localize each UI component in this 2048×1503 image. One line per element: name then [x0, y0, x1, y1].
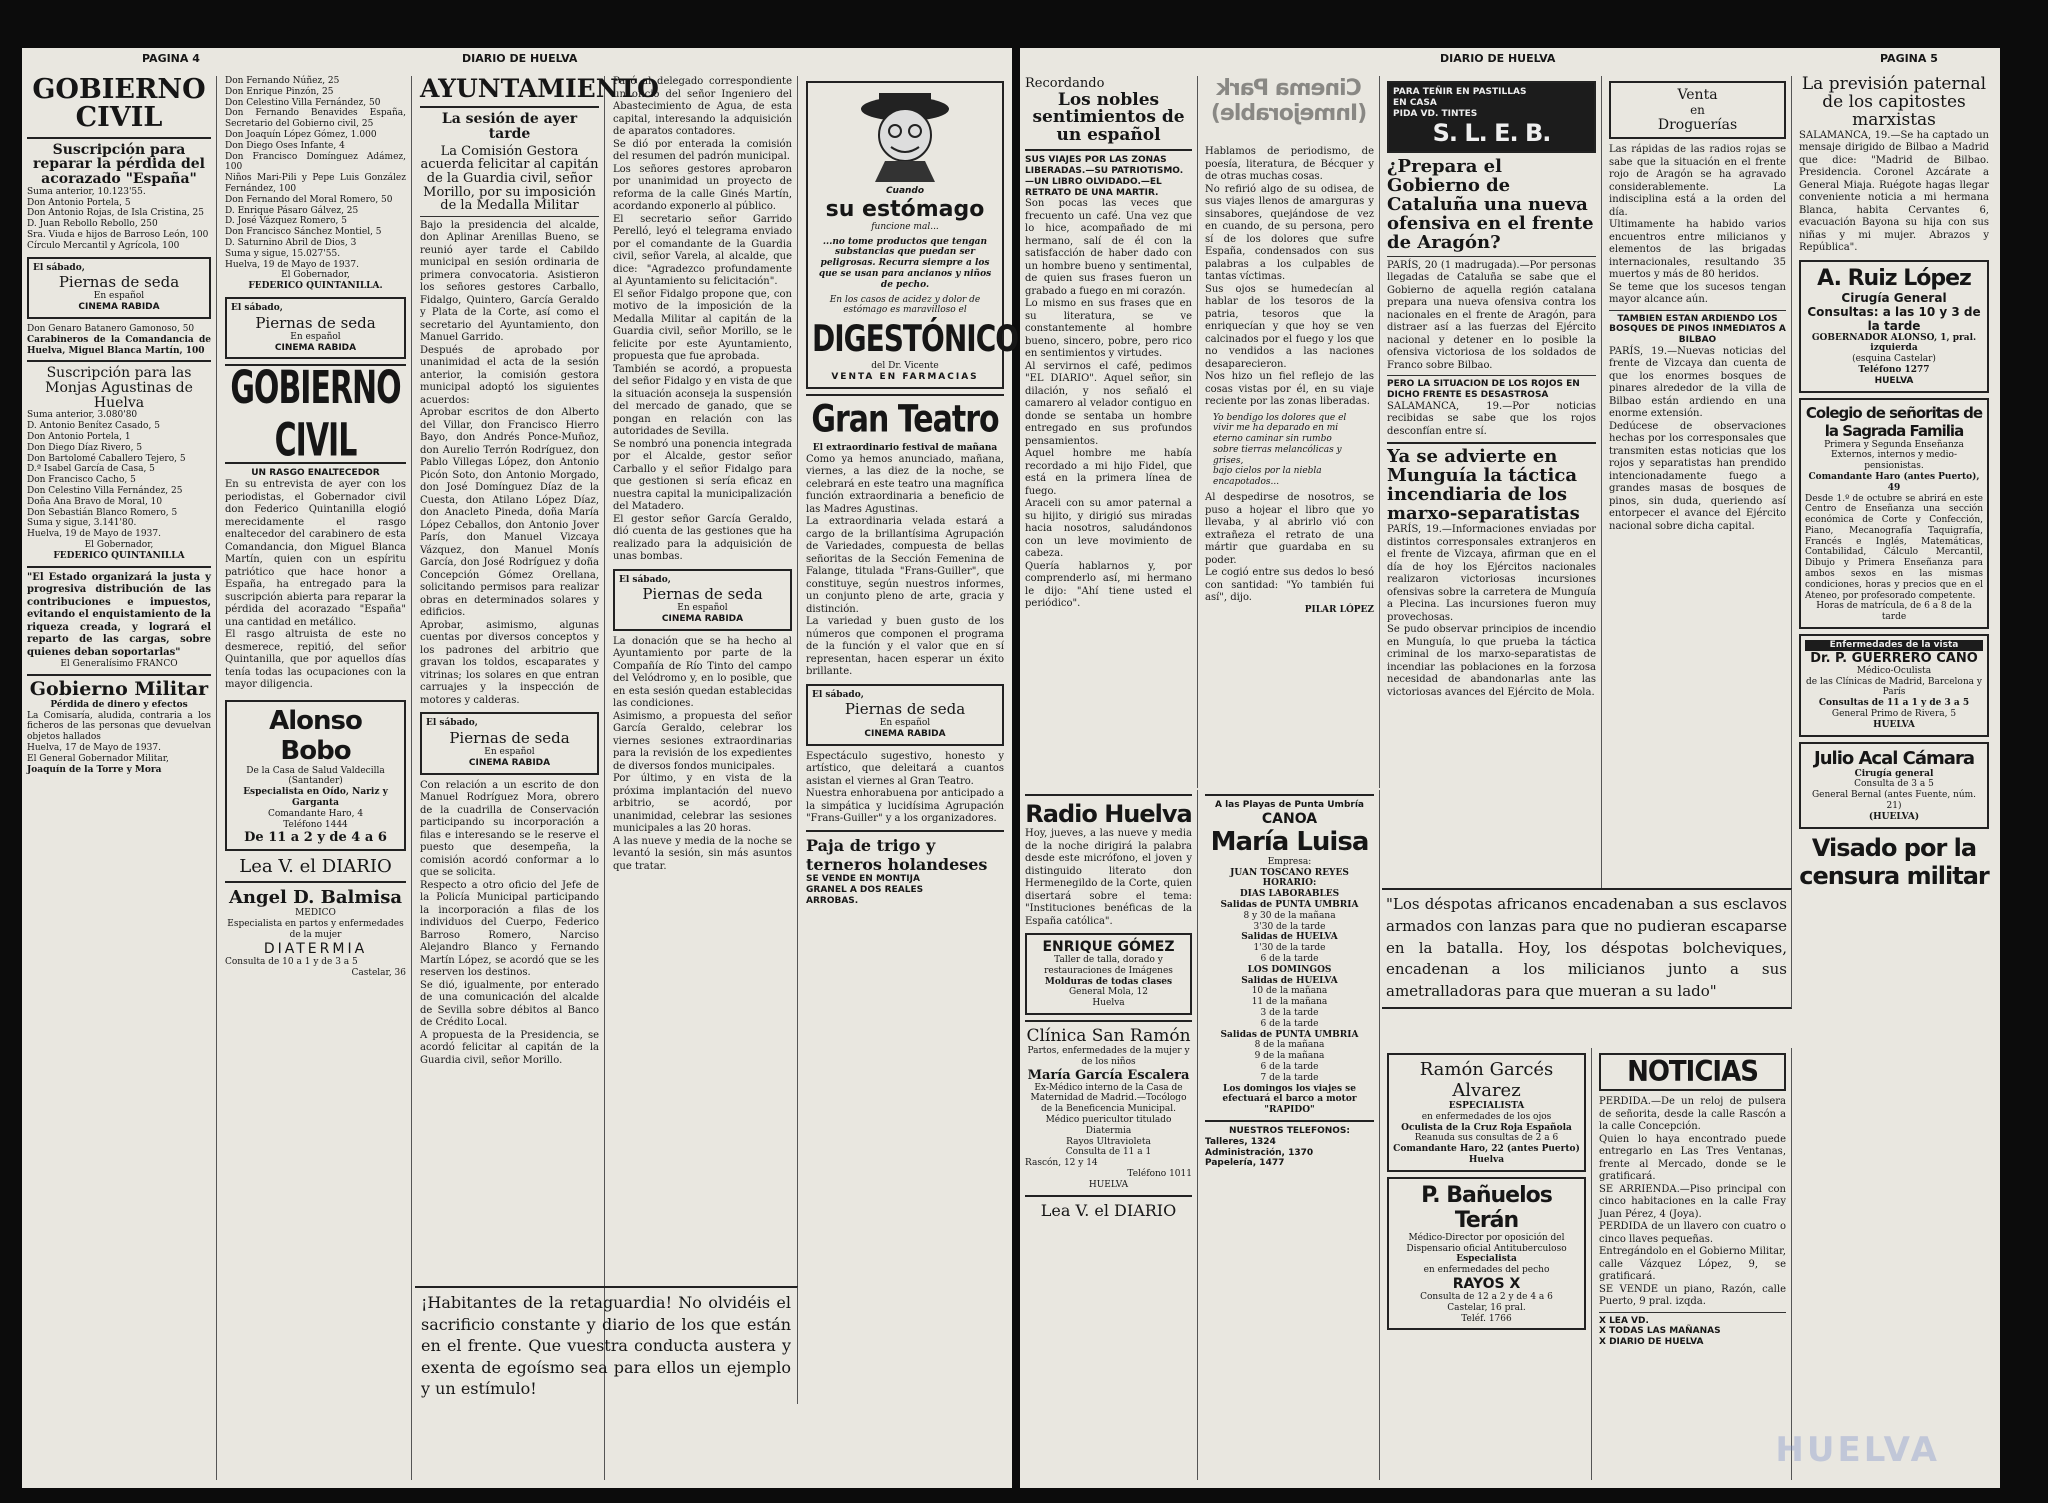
nobles-cont-3: Sus ojos se humedecían al hablar de los tesoros de la patria, tesoros que la enriquecían y que hoy se ven calcinados por el fuego y los que no vendidos a las naciones desaparecieron.: [1205, 283, 1374, 370]
archive-watermark: HUELVA: [1775, 1430, 1940, 1470]
clinica-line-8: Rascón, 12 y 14: [1025, 1158, 1098, 1169]
situacion-rojos-heading: PERO LA SITUACION DE LOS ROJOS EN DICHO FRENTE ES DESASTROSA: [1387, 379, 1580, 401]
left-column-5: [801, 76, 1019, 1480]
sesion-cont-10: Asimismo, a propuesta del señor García Geraldo, celebrar los viernes sesiones extraordinarias para la revisión de los expedientes de diversos fondos municipales.: [613, 710, 792, 772]
sesion-body-1: Bajo la presidencia del alcalde, don Aplinar Arenillas Bueno, se reunió ayer tarde el Cabildo municipal en sesión ordinaria de primera convocatoria. Asistieron los señores gestores Carballo, Fidalgo, Quintero, García Geraldo y Plata de la Corte, así como el secretario del Ayuntamiento, don Manuel Garrido.: [420, 219, 599, 344]
left-page-number: PAGINA 4: [142, 52, 200, 65]
canoa-title: María Luisa: [1210, 826, 1369, 857]
garces-alvarez-ad: Ramón Garcés Alvarez ESPECIALISTA en enfermedades de los ojos Oculista de la Cruz Roja Española Reanuda sus consultas de 2 a 6 Comandante Haro, 22 (antes Puerto) Huelva: [1387, 1053, 1586, 1172]
clinica-line-4: Médico puericultor titulado: [1045, 1114, 1172, 1125]
left-page: [22, 48, 1019, 1488]
nobles-cont-1: Hablamos de periodismo, de poesía, literatura, de Bécquer y de otras muchas cosas.: [1205, 146, 1374, 182]
munguia-body-2: Se pudo observar principios de incendio en Munguía, lo que prueba la táctica criminal de los marxo-separatistas de incendiar las poblaciones en la forzosa necesidad de abandonarlas ante las victoriosas avances del Ejército de Mola.: [1387, 624, 1596, 698]
teatro-body-2: La extraordinaria velada estará a cargo de la brillantísima Agrupación de Variedades, compuesta de bellas señoritas de la Sección Femenina de Falange, titulada "Frans-Guiller", que constituye, según nuestros informes, un conjunto pleno de arte, gracia y distinción.: [806, 516, 1004, 615]
noticia-3: SE ARRIENDA.—Piso principal con cinco habitaciones en la calle Fray Juan Pérez, 4 (Joya).: [1599, 1183, 1786, 1220]
noticias-header: NOTICIAS: [1627, 1055, 1758, 1089]
nobles-cont-5: Al despedirse de nosotros, se puso a hojear el libro que yo llevaba, y al abrirlo vió con extrañeza el retrato de una mártir que guardaba en su poder.: [1205, 492, 1374, 566]
sesion-cont-2: Se dió por enterada la comisión del resumen del padrón municipal.: [613, 138, 792, 162]
prevision-body: SALAMANCA, 19.—Se ha captado un mensaje dirigido de Bilbao a Madrid que dice: "Madrid de Bilbao. Presidencia. Coronel Azcárate a General Miaja. Ruégote hagas llegar conveniente noticia a mi hermana Blanca, habita Cervantes 6, evacuación Bayona su hija con sus niñas y mi mujer. Abrazos y República".: [1799, 129, 1989, 254]
sesion-body-6: Respecto a otro oficio del Jefe de la Policía Municipal participando la incorporación a filas de los individuos del Cuerpo, Federico Barroso Romero, Narciso Alejandro Blanco y Fernando Martín López, se acordó que se les reserven los destinos.: [420, 879, 599, 979]
balmisa-ad-line-2: Especialista en partos y enfermedades de la mujer: [227, 919, 404, 940]
sesion-cont-12: A las nueve y media de la noche se levantó la sesión, sin más asuntos que tratar.: [613, 835, 792, 872]
noticia-6: SE VENDE un piano, Razón, calle Puerto, 9 pral. izqda.: [1599, 1283, 1786, 1307]
paja-trigo-line-3: ARROBAS.: [806, 895, 859, 906]
right-running-head: [1020, 52, 2000, 70]
sesion-cont-9: La donación que se ha hecho al Ayuntamiento por parte de la Compañía de Río Tinto del campo del Velódromo y, en lo posible, que en esta sesión quedan establecidas las condiciones.: [613, 635, 792, 710]
balmisa-ad-line-1: MEDICO: [295, 908, 336, 919]
left-paper-name: DIARIO DE HUELVA: [462, 52, 578, 65]
nobles-subheading: SUS VIAJES POR LAS ZONAS LIBERADAS.—SU PATRIOTISMO.—UN LIBRO OLVIDADO.—EL RETRATO DE UNA MARTIR.: [1025, 155, 1184, 198]
sesion-body-7: Se dió, igualmente, por enterado de una comunicación del alcalde de Sevilla sobre débitos al Banco de Crédito Local.: [420, 979, 599, 1029]
rasgo-body-1: En su entrevista de ayer con los periodistas, el Gobernador civil don Federico Quintanilla elogió merecidamente el rasgo enaltecedor del carabinero de esta Comandancia, don Miguel Blanca Martín, quien con un espíritu patriótico que hace honor a España, ha entregado para la suscripción abierta para reparar la pérdida del acorazado "España" una cantidad en metálico.: [225, 479, 406, 628]
digestonico-ad: Cuando su estómago funcione mal... ...no tome productos que tengan substancias que puedan ser peligrosas. Recurra siempre a los que se usan para ancianos y niños de pecho. En los casos de acidez y dolor de estómago es maravilloso el DIGESTÓNICO del Dr. Vicente VENTA EN FARMACIAS: [806, 81, 1004, 389]
pilar-lopez-signature: PILAR LÓPEZ: [1304, 604, 1374, 615]
man-with-hat-illustration: [845, 87, 965, 182]
nobles-body-6: Quería hablarnos y, por comprenderlo así, mi hermano le dijo: "Ahí tiene usted el periódico".: [1025, 560, 1192, 610]
nobles-cont-6: Le cogió entre sus dedos lo besó con santidad: "Yo también fui así", dijo.: [1205, 567, 1374, 604]
right-paper-name: DIARIO DE HUELVA: [1440, 52, 1556, 65]
right-page: [1020, 48, 2000, 1488]
lea-diario-ad: Lea V. el DIARIO: [239, 856, 392, 878]
sesion-body-2: Después de aprobado por unanimidad el acta de la sesión anterior, la comisión gestora municipal adoptó los siguientes acuerdos:: [420, 344, 599, 406]
telefonos-title: NUESTROS TELEFONOS:: [1228, 1125, 1351, 1136]
gobierno-civil-header-2: GOBIERNO CIVIL: [230, 362, 401, 468]
clinica-line-6: Rayos Ultravioleta: [1066, 1136, 1151, 1147]
clinica-line-9: Teléfono 1011: [1127, 1168, 1192, 1179]
sesion-body-3: Aprobar escritos de don Alberto del Villar, don Francisco Hierro Bayo, don Andrés Ponce-Muñoz, don Aurelio Terrón Rodríguez, don Pablo Villegas López, don Antonio Picón Soto, don Antonio Morgado, don José Domínguez Díaz de la Cuesta, don Atilano López Díaz, don Anacleto Pineda, doña María López Ceballos, don Antonio Jover París, don Manuel Vizcaya Vázquez, don Manuel Monís García, don José Rodríguez y doña Concepción Gómez Orellana, solicitando permisos para realizar obras en determinados solares y edificios.: [420, 407, 599, 619]
right-column-4: [1604, 76, 1792, 888]
cinema-park-bleed: Cinema Park (Inmejorable): [1211, 76, 1368, 126]
left-column-2: [220, 76, 412, 1480]
radio-huelva-header: Radio Huelva: [1025, 800, 1192, 828]
gobierno-militar-body: Pérdida de dinero y efectos La Comisaría, aludida, contraria a los ficheros de las personas que devuelvan objetos hallados Huelva, 17 de Mayo de 1937. El General Gobernador Militar, Joaquín de la Torre y Mora: [27, 699, 211, 775]
ayuntamiento-header: AYUNTAMIENTO: [420, 74, 659, 103]
lea-diario-ad-2: Lea V. el DIARIO: [1040, 1200, 1177, 1220]
munguia-header: Ya se advierte en Munguía la táctica incendiaria de los marxo-separatistas: [1387, 446, 1580, 525]
situacion-body: SALAMANCA, 19.—Por noticias recibidas se sabe que los rojos desconfían entre sí.: [1387, 400, 1596, 437]
retaguardia-banner: ¡Habitantes de la retaguardia! No olvidéis el sacrificio constante y diario de los que están en el frente. Que vuestra conducta austera y exenta de egoísmo sea para ellos un ejemplo y un estímulo!: [421, 1293, 791, 1399]
sesion-cont-5: El señor Fidalgo propone que, con motivo de la imposición de la Medalla Militar al capitán de la Guardia civil, señor Morillo, se le felicite por este Ayuntamiento, propuesta que fue aprobada.: [613, 288, 792, 362]
sesion-body-4: Aprobar, asimismo, algunas cuentas por diversos conceptos y los padrones del arbitrio que gravan los toldos, escaparates y vitrinas; los solares en que entran carruajes y la inspección de motores y calderas.: [420, 619, 599, 706]
telefonos-line-3: Papelería, 1477: [1205, 1158, 1285, 1169]
piernas-de-seda-ad-3: El sábado, Piernas de seda En español CINEMA RABIDA: [420, 712, 599, 774]
paja-trigo-title: Paja de trigo y terneros holandeses: [806, 835, 988, 874]
sesion-body-8: A propuesta de la Presidencia, se acordó felicitar al capitán de la Guardia civil, señor Morillo.: [420, 1029, 599, 1066]
munguia-body-1: PARÍS, 19.—Informaciones enviadas por distintos corresponsales extranjeros en el frente de Vizcaya, afirman que en el día de hoy los Ejércitos nacionales realizaron victoriosas incursiones ofensivas sobre la carretera de Munguía a Plecina. Las incursiones fueron muy provechosas.: [1387, 524, 1596, 623]
clinica-line-7: Consulta de 11 a 1: [1065, 1147, 1152, 1158]
nobles-body-5: Araceli con su amor paternal a su hijito, y dirigió sus miradas hacia nosotros, saludándonos con un leve movimiento de cabeza.: [1025, 498, 1192, 560]
prevision-paternal-header: La previsión paternal de los capitostes marxistas: [1801, 74, 1987, 130]
cataluna-ofensiva-header: ¿Prepara el Gobierno de Cataluña una nueva ofensiva en el frente de Aragón?: [1387, 156, 1594, 253]
franco-quote: "El Estado organizará la justa y progresiva distribución de las contribuciones e impuestos, evitando el enquistamiento de la riqueza creada, y logrará el reparto de las cargas, sobre quienes deban soportarlas": [27, 571, 211, 658]
noticia-5: Entregándolo en el Gobierno Militar, calle Vázquez López, 9, se gratificará.: [1599, 1246, 1786, 1282]
right-column-5: [1382, 1048, 1592, 1480]
suscripcion-list-3: Suma anterior, 3.080'80 D. Antonio Benítez Casado, 5 Don Antonio Portela, 1 Don Diego Díaz Rivero, 5 Don Bartolomé Caballero Tejero, 5 D.ª Isabel García de Casa, 5 Don Francisco Cacho, 5 Don Celestino Villa Fernández, 25 Doña Ana Bravo de Moral, 10 Don Sebastián Blanco Romero, 5 Suma y sigue, 3.141'80. Huelva, 19 de Mayo de 1937. El Gobernador, FEDERICO QUINTANILLA: [27, 410, 186, 561]
clinica-line-5: Diatermia: [1085, 1125, 1132, 1136]
nobles-body-1: Son pocas las veces que frecuento un café. Una vez que lo hice, acompañado de mi hermano, salí de él con la satisfacción de haber dado con un hombre bueno y sentimental, de quien sus frases fueron un grabado a fuego en mi corazón.: [1025, 198, 1192, 297]
alonso-bobo-ad: Alonso Bobo De la Casa de Salud Valdecilla (Santander) Especialista en Oído, Nariz y Garganta Comandante Haro, 4 Teléfono 1444 De 11 a 2 y de 4 a 6: [225, 700, 406, 852]
radio-huelva-body: Hoy, jueves, a las nueve y media de la noche dirigirá la palabra desde este micrófono, el joven y distinguido literato don Hermenegildo de la Corte, quien disertará sobre el tema: "Instituciones benéficas de la España católica".: [1025, 828, 1192, 927]
suscripcion-continuation: Don Fernando Núñez, 25 Don Enrique Pinzón, 25 Don Celestino Villa Fernández, 50 Don Fernando Benavides España, Secretario del Gobierno civil, 25 Don Joaquín López Gómez, 1.000 Don Diego Oses Infante, 4 Don Francisco Domínguez Adámez, 100 Niños Mari-Pili y Pepe Luis González Fernández, 100 Don Fernando del Moral Romero, 50 D. Enrique Pásaro Gálvez, 25 D. José Vázquez Romero, 5 Don Francisco Sánchez Montiel, 5 D. Saturnino Abril de Dios, 3 Suma y sigue, 15.027'55. Huelva, 19 de Mayo de 1937. El Gobernador, FEDERICO QUINTANILLA.: [225, 76, 406, 292]
right-column-2: [1200, 76, 1380, 788]
right-column-3: [1382, 76, 1602, 888]
sesion-cont-8: El gestor señor García Geraldo, dió cuenta de las gestiones que ha realizado para la adquisición de unas bombas.: [613, 513, 792, 562]
despotas-quote-box: [1382, 888, 1792, 1009]
guerrero-cano-ad: Enfermedades de la vista Dr. P. GUERRERO CANO Médico-Oculista de las Clínicas de Madrid, Barcelona y París Consultas de 11 a 1 y de 3 a 5 General Primo de Rivera, 5 HUELVA: [1799, 634, 1989, 737]
balmisa-ad-name: Angel D. Balmisa: [228, 887, 403, 909]
cataluna-body-2: Las rápidas de las radios rojas se sabe que la situación en el frente rojo de Aragón se ha agravado considerablemente. La indisciplina está a la orden del día.: [1609, 144, 1786, 218]
suscripcion-espana-heading: Suscripción para reparar la pérdida del acorazado "España": [32, 141, 206, 188]
bosques-heading: TAMBIEN ESTAN ARDIENDO LOS BOSQUES DE PINOS INMEDIATOS A BILBAO: [1609, 313, 1786, 346]
bosques-body-1: PARÍS, 19.—Nuevas noticias del frente de Vizcaya dan cuenta de que los enormes bosques de pinares alrededor de la villa de Bilbao están ardiendo en una enorme extensión.: [1609, 345, 1786, 420]
noticias-footer-2: X TODAS LAS MAÑANAS: [1599, 1326, 1721, 1337]
balmisa-ad-line-4: Consulta de 10 a 1 y de 3 a 5: [225, 956, 358, 967]
nobles-verse: Yo bendigo los dolores que el vivir me ha deparado en mi eterno caminar sin rumbo sobre tierras melancólicas y grises, bajo cielos por la niebla encapotados...: [1213, 412, 1347, 488]
canoa-kicker: A las Playas de Punta Umbría: [1215, 800, 1364, 810]
clinica-san-ramon-title: Clínica San Ramón: [1026, 1025, 1191, 1046]
monjas-agustinas-heading: Suscripción para las Monjas Agustinas de Huelva: [45, 365, 193, 411]
suscripcion-list-1: Suma anterior, 10.123'55. Don Antonio Portela, 5 Don Antonio Rojas, de Isla Cristina, 25 D. Juan Rebollo Rebollo, 250 Sra. Viuda e hijos de Barroso León, 100 Círculo Mercantil y Agrícola, 100: [27, 186, 209, 251]
rasgo-enaltecedor-heading: UN RASGO ENALTECEDOR: [251, 468, 380, 479]
noticia-4: PERDIDA de un llavero con cuatro o cinco llaves pequeñas.: [1599, 1221, 1786, 1245]
teatro-body-3: La variedad y buen gusto de los números que componen el programa de la función y el valor que en sí representan, hacen esperar un éxito brillante.: [806, 616, 1004, 678]
piernas-de-seda-ad-1: El sábado, Piernas de seda En español CINEMA RABIDA: [27, 257, 211, 319]
clinica-line-3: Ex-Médico interno de la Casa de Maternidad de Madrid.—Tocólogo de la Beneficencia Municipal.: [1030, 1082, 1187, 1115]
rasgo-body-2: El rasgo altruista de este no desmerece, repitió, del señor Quintanilla, que por aquellos días tenía todas las ocupaciones con la mayor diligencia.: [225, 629, 406, 691]
cataluna-body-1: PARÍS, 20 (1 madrugada).—Por personas llegadas de Cataluña se sabe que el Gobierno de aquella región catalana prepara una nueva ofensiva contra los nacionales en el frente de Aragón, para distraer así a las fuerzas del Ejército nacional y detener en lo posible la ofensiva victoriosa de los soldados de Franco sobre Bilbao.: [1387, 259, 1596, 371]
sesion-cont-3: Los señores gestores aprobaron por unanimidad un proyecto de reforma de la calle Ginés Martín, acordando exponerlo al público.: [613, 163, 792, 212]
recordando-kicker: Recordando: [1025, 76, 1105, 91]
tintes-sleb-ad: PARA TEÑIR EN PASTILLAS EN CASA PIDA VD. TINTES S. L. E. B.: [1387, 81, 1596, 153]
left-column-1: [22, 76, 217, 1480]
nobles-body-2: Lo mismo en sus frases que en su literatura, se ve constantemente al hombre bueno, sincero, pobre, pero rico en sentimientos y virtudes.: [1025, 298, 1192, 360]
festival-heading: El extraordinario festival de mañana: [812, 442, 998, 453]
ruiz-lopez-ad: A. Ruiz López Cirugía General Consultas: a las 10 y 3 de la tarde GOBERNADOR ALONSO, 1, pral. izquierda (esquina Castelar) Teléfono 1277 HUELVA: [1799, 260, 1989, 393]
noticia-2: Quien lo haya encontrado puede entregarlo en Las Tres Ventanas, frente al Mercado, donde se le gratificará.: [1599, 1133, 1786, 1182]
right-lower-column-2: [1200, 790, 1380, 1480]
sesion-cont-11: Por último, y en vista de la próxima implantación del nuevo arbitrio, se acordó, por unanimidad, celebrar las sesiones municipales a las 20 horas.: [613, 773, 792, 835]
canoa-schedule: Empresa: JUAN TOSCANO REYES HORARIO: DIAS LABORABLES Salidas de PUNTA UMBRIA 8 y 30 de la mañana 3'30 de la tarde Salidas de HUELVA 1'30 de la tarde 6 de la tarde LOS DOMINGOS Salidas de HUELVA 10 de la mañana 11 de la mañana 3 de la tarde 6 de la tarde Salidas de PUNTA UMBRIA 8 de la mañana 9 de la mañana 6 de la tarde 7 de la tarde Los domingos los viajes se efectuará el barco a motor "RAPIDO": [1220, 856, 1359, 1116]
sesion-heading: La sesión de ayer tarde: [441, 111, 578, 142]
right-column-1: [1020, 76, 1198, 788]
canoa-label: CANOA: [1261, 810, 1318, 827]
banuelos-teran-ad: P. Bañuelos Terán Médico-Director por oposición del Dispensario oficial Antituberculoso Especialista en enfermedades del pecho RAYOS X Consulta de 12 a 2 y de 4 a 6 Castelar, 16 pral. Teléf. 1766: [1387, 1177, 1586, 1331]
gobierno-civil-header: GOBIERNO CIVIL: [32, 74, 206, 134]
nobles-body-3: Al servirnos el café, pedimos "EL DIARIO". Aquel señor, sin dilación, y nos señaló el camarero al velador contiguo en donde se sentaba un hombre entregado en sus profundos pensamientos.: [1025, 360, 1192, 447]
venta-droguerias-ad: Venta en Droguerías: [1609, 81, 1786, 139]
noticias-footer-1: X LEA VD.: [1599, 1315, 1649, 1326]
cataluna-body-4: Se teme que los sucesos tengan mayor alcance aún.: [1609, 281, 1786, 305]
sagrada-familia-ad: Colegio de señoritas de la Sagrada Familia Primera y Segunda Enseñanza Externos, internos y medio-pensionistas. Comandante Haro (antes Puerto), 49 Desde 1.º de octubre se abrirá en este Centro de Enseñanza una sección económica de Corte y Confección, Piano, Mecanografía Taquigrafía, Francés e Inglés, Matemáticas, Contabilidad, Cálculo Mercantil, Dibujo y Primera Enseñanza para ambos sexos en las mismas condiciones, horas y precios que en el Ateneo, por profesorado competente. Horas de matrícula, de 6 a 8 de la tarde: [1799, 398, 1989, 630]
telefonos-line-1: Talleres, 1324: [1205, 1136, 1276, 1147]
sesion-cont-7: Se nombró una ponencia integrada por el Alcalde, gestor señor Carballo y el señor Fidalgo para que gestionen si sería eficaz en nuestra capital la municipalización del Matadero.: [613, 438, 792, 512]
noticias-footer-3: X DIARIO DE HUELVA: [1599, 1337, 1704, 1348]
piernas-de-seda-ad-4: El sábado, Piernas de seda En español CINEMA RABIDA: [613, 569, 792, 631]
clinica-line-1: Partos, enfermedades de la mujer y de los niños: [1027, 1045, 1190, 1067]
gran-teatro-header: Gran Teatro: [811, 397, 999, 442]
piernas-de-seda-ad-5: El sábado, Piernas de seda En español CINEMA RABIDA: [806, 684, 1004, 746]
noticia-1: PERDIDA.—De un reloj de pulsera de señorita, desde la calle Rascón a la calle Concepción.: [1599, 1096, 1786, 1132]
right-page-number: PAGINA 5: [1880, 52, 1938, 65]
left-running-head: [22, 52, 1012, 70]
right-column-6: [1594, 1048, 1792, 1480]
teatro-body-1: Como ya hemos anunciado, mañana, viernes, a las diez de la noche, se celebrará en este teatro una magnífica función extraordinaria a beneficio de las Madres Agustinas.: [806, 453, 1004, 515]
right-column-7: [1794, 76, 1994, 1480]
sesion-deck: La Comisión Gestora acuerda felicitar al capitán de la Guardia civil, señor Morillo, por su imposición de la Medalla Militar: [420, 143, 599, 214]
balmisa-ad-line-5: Castelar, 36: [351, 967, 406, 978]
franco-signature: El Generalísimo FRANCO: [60, 659, 178, 670]
nobles-cont-4: Nos hizo un fiel reflejo de las cosas vistas por él, en su viaje reciente por las zonas liberadas.: [1205, 371, 1374, 407]
teatro-body-4: Espectáculo sugestivo, honesto y artístico, que deleitará a cuantos asistan el viernes al Gran Teatro.: [806, 750, 1004, 787]
retaguardia-banner-box: [415, 1286, 798, 1404]
paja-trigo-line-1: SE VENDE EN MONTIJA: [806, 873, 920, 884]
cataluna-body-3: Ultimamente ha habido varios encuentros entre milicianos y elementos de las brigadas internacionales, resultando 35 muertos y más de 80 heridos.: [1609, 219, 1786, 280]
piernas-de-seda-ad-2: El sábado, Piernas de seda En español CINEMA RABIDA: [225, 297, 406, 359]
sesion-cont-1: Pasó al delegado correspondiente un oficio del señor Ingeniero del Abastecimiento de Agua, de esta capital, interesando la adquisición de aparatos contadores.: [613, 76, 792, 137]
left-column-4: [608, 76, 798, 1328]
noticias-header-box: [1599, 1053, 1786, 1091]
nobles-cont-2: No refirió algo de su odisea, de sus viajes llenos de amarguras y sinsabores, quejándose de vez en cuando, de su persona, pero sí de los dolores que sufre España, condensados con sus palabras a los culpables de tantas víctimas.: [1205, 183, 1374, 282]
sesion-cont-4: El secretario señor Garrido Perelló, leyó el telegrama enviado por el comandante de la Guardia civil, señor Varela, al alcalde, que dice: "Agradezco profundamente al Ayuntamiento su felicitación".: [613, 213, 792, 287]
bosques-body-2: Dedúcese de observaciones hechas por los corresponsales que transmiten estas noticias que los rojos y separatistas han prendido intencionadamente fuego a grandes masas de bosques de pinos, sin duda, queriendo así entorpecer el avance del Ejército nacional sobre dicha capital.: [1609, 420, 1786, 532]
nobles-body-4: Aquel hombre me había recordado a mi hijo Fidel, que está en la primera línea de fuego.: [1025, 448, 1192, 497]
telefonos-line-2: Administración, 1370: [1205, 1147, 1314, 1158]
sesion-cont-6: También se acordó, a propuesta del señor Fidalgo y en vista de que la situación aconseja la suspensión del mercado de ganado, que se pongan en relación con las autoridades de Sevilla.: [613, 363, 792, 437]
right-lower-column-1: [1020, 790, 1198, 1480]
teatro-body-5: Nuestra enhorabuena por anticipado a la simpática y lucidísima Agrupación "Frans-Guiller" y a los organizadores.: [806, 788, 1004, 825]
clinica-line-2: María García Escalera: [1027, 1067, 1190, 1083]
suscripcion-list-2: Don Genaro Batanero Gamonoso, 50 Carabineros de la Comandancia de Huelva, Miguel Blanca Martín, 100: [27, 323, 211, 356]
clinica-line-10: HUELVA: [1088, 1179, 1129, 1190]
sesion-body-5: Con relación a un escrito de don Manuel Rodríguez Mora, obrero de la cuadrilla de Conservación participando su incorporación a filas e interesando se le reserve el puesto que desempeña, la comisión acordó conformar a lo que se solicita.: [420, 779, 599, 879]
paja-trigo-line-2: GRANEL A DOS REALES: [806, 884, 924, 895]
nobles-sentimientos-header: Los nobles sentimientos de un español: [1032, 89, 1185, 146]
acal-camara-ad: Julio Acal Cámara Cirugía general Consulta de 3 a 5 General Bernal (antes Fuente, núm. 21) (HUELVA): [1799, 742, 1989, 829]
despotas-quote: "Los déspotas africanos encadenaban a sus esclavos armados con lanzas para que no pudieran escaparse en la batalla. Hoy, los déspotas bolcheviques, encadenan a los milicianos junto a sus ametralladoras para que mueran a su lado": [1386, 895, 1787, 1000]
balmisa-ad-line-3: DIATERMIA: [263, 940, 368, 957]
gobierno-militar-header: Gobierno Militar: [29, 677, 209, 700]
enrique-gomez-ad: ENRIQUE GÓMEZ Taller de talla, dorado y restauraciones de Imágenes Molduras de todas clases General Mola, 12 Huelva: [1025, 933, 1192, 1015]
visado-censura: Visado por la censura militar: [1799, 833, 1989, 891]
